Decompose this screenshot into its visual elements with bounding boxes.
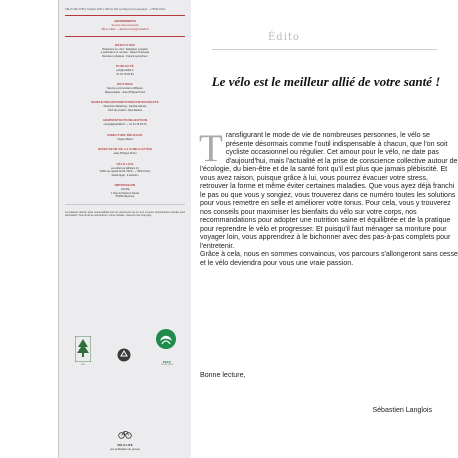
masthead-section-line: Rédacteur en chef : Sébastien Langlois xyxy=(102,47,148,51)
masthead-section-heading: DIRECTION DÉLÉGUÉ xyxy=(107,132,143,137)
masthead-section-line: pub@velolife.fr xyxy=(116,69,134,73)
masthead-section-line: compta@velolife.fr — 01 44 78 93 64 xyxy=(103,123,147,127)
masthead-section-heading: ADMINISTRATION/GESTION xyxy=(102,118,148,123)
masthead-section-line: Jean-Philippe Pironi xyxy=(113,152,137,156)
editorial-title: Le vélo est le meilleur allié de votre santé ! xyxy=(211,74,441,89)
masthead-section-heading: VÉLO LIFE xyxy=(116,161,134,166)
masthead-section-line: est édité par Editions 21 xyxy=(111,166,139,170)
masthead-section-heading: DIRECTEUR DE LA PUBLICATION xyxy=(98,147,152,152)
subscriptions-line: Service abonnements xyxy=(111,23,139,28)
publisher-brand: VÉLO LIFE xyxy=(117,443,133,447)
masthead-section-line: SARL au capital de 64 790 € — 75014 Paris xyxy=(99,170,151,174)
masthead-section-heading: MARKETING/PROMOTION/PARTENARIATS xyxy=(91,100,159,105)
editorial-paragraph: Grâce à cela, nous en sommes convaincus, vos parcours s'allongeront sans cesse et le vélo deviendra pour vous une vraie passion. xyxy=(200,251,458,267)
masthead-section-line: Chef de produit : Alice Bottine xyxy=(107,108,143,112)
subscriptions-heading: ABONNEMENTS xyxy=(114,19,136,24)
pefc-caption: 10-31-1234 xyxy=(161,364,173,366)
fsc-caption: FSC xyxy=(80,364,86,366)
section-rule xyxy=(212,49,437,50)
masthead-divider xyxy=(65,36,185,37)
masthead-section-heading: ÉDITIONS xyxy=(117,82,133,87)
masthead-sections xyxy=(59,43,191,199)
masthead-divider xyxy=(65,15,185,16)
publisher-logo-icon xyxy=(118,429,132,439)
masthead-section-line: 1 Rue du Docteur Sauvé xyxy=(110,191,140,195)
legal-note: La rédaction décline toute responsabilité pour les documents qui lui sont envoyés. Reproduction interdite sans autorisation. Tous droits de reproduction, même partielle, réservés pour tous pays. xyxy=(65,210,185,217)
fsc-tree-icon xyxy=(75,336,91,362)
publisher-line: une publication du groupe xyxy=(110,447,140,451)
masthead-section-line: a participé à ce numéro : David Chauveau xyxy=(100,51,150,55)
closing-line: Bonne lecture, xyxy=(200,372,246,379)
subscriptions-block xyxy=(65,20,185,31)
certification-logos xyxy=(65,322,185,378)
editorial-body xyxy=(199,127,458,268)
masthead-section-line: 53100 Mayenne xyxy=(115,195,135,199)
masthead-sidebar xyxy=(58,0,191,458)
masthead-section-heading: RÉDACTION xyxy=(115,42,135,47)
drop-cap: T xyxy=(199,127,223,170)
author-signature: Sébastien Langlois xyxy=(372,407,432,414)
publisher-footer xyxy=(65,426,185,451)
editorial-paragraph: ransfigurant le mode de vie de nombreuses personnes, le vélo se présente désormais comme l'outil indispensable à chacun, que l'on soit cycliste occasionnel ou régulier. Cet amour pour le vélo, ne date pas d'aujourd'hui, mais l'actualité et la prise de conscience collective autour de l'écologie, du bien-être et de la santé font qu'il est plus que jamais plébiscité. Et vous avez raison, puisque grâce à lui, vous pourrez évacuer votre stress, retrouver la forme et même éviter certaines maladies. Que vous ayez déjà franchi le pas ou que vous y songiez, vous trouverez dans ce numéro toutes les solutions pour vous remettre en selle et améliorer votre tonus. Pour cela, vous y trouverez nos conseils pour maximiser les bienfaits du vélo sur votre corps, nos recommandations pour adopter une nutrition saine et équilibrée et de la pratique pour reprendre le vélo et progresser. Et puisqu'il faut ménager sa monture pour voyager loin, vous apprendrez à le bichonner avec des pas-à-pas complets pour l'entretenir. xyxy=(200,132,458,250)
masthead-section-line: JOUVE xyxy=(120,188,130,192)
masthead-section-line: Virginie Blanc xyxy=(117,137,133,141)
masthead-section-line: Responsable : Jean-Philippe Pironi xyxy=(104,90,146,94)
masthead-top-note: VÉLO LIFE N°66 | Octobre 2024 | 100 bis 102 rue Raymond Losserand — 75014 Paris xyxy=(65,8,165,11)
recycle-icon xyxy=(117,348,131,362)
subscriptions-line: VÉLO LIFE — abonnement@velolife.fr xyxy=(100,26,150,31)
masthead-section-heading: IMPRESSION xyxy=(114,183,136,188)
masthead-section-line: Directeur artistique : Franck Lecorcheur xyxy=(102,54,148,58)
masthead-section-line: Service commercial et diffusion xyxy=(107,87,143,91)
masthead-section-line: Dépôt légal : à parution xyxy=(111,173,139,177)
pefc-icon xyxy=(153,328,179,360)
masthead-divider xyxy=(65,204,185,205)
masthead-section-line: Directrice Marketing : Sandra Gianan xyxy=(103,105,147,109)
masthead-section-line: 01 44 78 93 50 xyxy=(116,72,134,76)
section-label: Édito xyxy=(268,32,300,43)
masthead-section-heading: PUBLICITÉ xyxy=(116,64,134,69)
pefc-label: PEFC xyxy=(162,360,171,364)
